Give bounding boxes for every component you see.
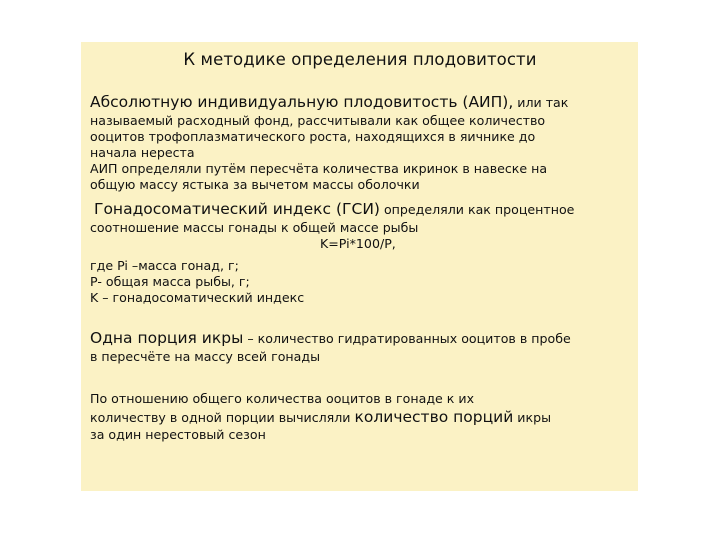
gsi-line-2: соотношение массы гонады к общей массе рыбы: [90, 220, 419, 235]
aip-term: Абсолютную индивидуальную плодовитость (АИП),: [90, 93, 514, 111]
gsi-def-3: K – гонадосоматический индекс: [90, 290, 305, 305]
count-line-2-start: количеству в одной порции вычисляли: [90, 410, 355, 425]
portion-term: Одна порция икры: [90, 329, 244, 347]
aip-line-2: называемый расходный фонд, рассчитывали как общее количество: [90, 113, 546, 128]
content-panel: [81, 42, 638, 491]
aip-line-4: начала нереста: [90, 145, 195, 160]
aip-line-1: [90, 92, 630, 113]
count-line-2: [90, 407, 630, 427]
slide-title: К методике определения плодовитости: [183, 50, 537, 69]
aip-line-6: общую массу ястыка за вычетом массы оболочки: [90, 177, 420, 192]
gsi-def-1: где Pi –масса гонад, г;: [90, 258, 239, 273]
portion-line-1-rest: – количество гидратированных ооцитов в пробе: [243, 331, 571, 346]
count-line-1: По отношению общего количества ооцитов в гонаде к их: [90, 391, 475, 406]
aip-line-5: АИП определяли путём пересчёта количества икринок в навеске на: [90, 161, 548, 176]
aip-line-3: ооцитов трофоплазматического роста, находящихся в яичнике до: [90, 129, 536, 144]
gsi-def-2: P- общая масса рыбы, г;: [90, 274, 250, 289]
portion-line-2: в пересчёте на массу всей гонады: [90, 349, 321, 364]
gsi-formula: K=Pi*100/P,: [320, 236, 396, 251]
gsi-line-1: [90, 199, 630, 220]
count-line-2-end: икры: [513, 410, 552, 425]
aip-line-1-rest: или так: [513, 95, 569, 110]
count-line-3: за один нерестовый сезон: [90, 427, 266, 442]
portion-line-1: [90, 328, 630, 349]
gsi-term: Гонадосоматический индекс (ГСИ): [94, 200, 380, 218]
gsi-line-1-rest: определяли как процентное: [379, 202, 575, 217]
count-term: количество порций: [354, 408, 514, 426]
